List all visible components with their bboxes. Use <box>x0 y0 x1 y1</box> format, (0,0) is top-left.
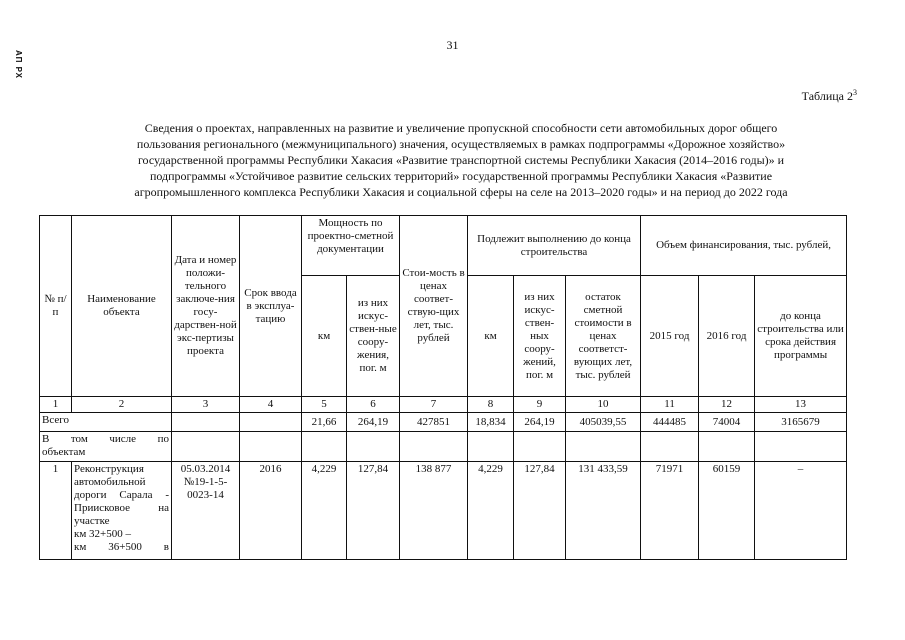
date-line: 05.03.2014 <box>180 463 231 475</box>
total-art: 264,19 <box>347 413 400 432</box>
empty-cell <box>699 432 755 462</box>
empty-cell <box>566 432 641 462</box>
total-term-cell <box>240 413 302 432</box>
name-line: км 32+500 – <box>74 528 132 540</box>
row-num: 1 <box>40 462 72 560</box>
column-number: 1 <box>40 397 72 413</box>
total-cost: 427851 <box>400 413 468 432</box>
subsection-line <box>42 433 169 446</box>
table-row <box>40 462 847 560</box>
header-fin-2015: 2015 год <box>641 276 699 397</box>
total-todo-rest: 405039,55 <box>566 413 641 432</box>
table-label <box>802 88 857 104</box>
header-num: № п/п <box>40 216 72 397</box>
header-financing: Объем финансирования, тыс. рублей, <box>641 216 847 276</box>
row-name <box>72 462 172 560</box>
table-label-text: Таблица 2 <box>801 89 853 103</box>
row-cost: 138 877 <box>400 462 468 560</box>
row-fin-2016: 60159 <box>699 462 755 560</box>
page-number: 31 <box>446 38 459 52</box>
column-number: 4 <box>240 397 302 413</box>
total-row <box>40 413 847 432</box>
name-line: дороги Сарала - <box>74 489 169 501</box>
header-todo-km: км <box>468 276 514 397</box>
side-stamp-text: АП РХ <box>13 49 23 79</box>
empty-cell <box>755 432 847 462</box>
header-cap-art: из них искус-ствен-ные соору-жения, пог. м <box>347 276 400 397</box>
subsection-line: объектам <box>42 446 86 458</box>
document-heading <box>56 120 866 200</box>
row-km: 4,229 <box>302 462 347 560</box>
total-fin-end: 3165679 <box>755 413 847 432</box>
empty-cell <box>347 432 400 462</box>
row-fin-2015: 71971 <box>641 462 699 560</box>
heading-line: Сведения о проектах, направленных на развитие и увеличение пропускной способности сети автомобильных дорог общего <box>144 121 778 135</box>
total-label: Всего <box>40 413 172 432</box>
column-number: 3 <box>172 397 240 413</box>
header-todo-rest: остаток сметной стоимости в ценах соответст-вующих лет, тыс. рублей <box>566 276 641 397</box>
name-line: участке <box>74 515 110 527</box>
heading-line: агропромышленного комплекса Республики Хакасия и социальной сферы на селе на 2013–2020 годы» и на период до 2022 года <box>134 185 788 199</box>
row-todo-art: 127,84 <box>514 462 566 560</box>
empty-cell <box>240 432 302 462</box>
total-fin-2015: 444485 <box>641 413 699 432</box>
projects-table <box>39 215 847 560</box>
name-line: Приисковое на <box>74 502 169 514</box>
empty-cell <box>302 432 347 462</box>
header-todo-art: из них искус-ствен-ных соору-жений, пог. м <box>514 276 566 397</box>
column-number-row <box>40 397 847 413</box>
header-fin-2016: 2016 год <box>699 276 755 397</box>
header-cost: Стои-мость в ценах соответ-ствую-щих лет, тыс. рублей <box>400 216 468 397</box>
side-stamp <box>10 46 26 82</box>
column-number: 10 <box>566 397 641 413</box>
column-number: 2 <box>72 397 172 413</box>
heading-line: пользования регионального (межмуниципального) значения, осуществляемых в рамках подпрограммы «Дорожное хозяйство» <box>136 137 786 151</box>
date-line: 0023-14 <box>187 489 224 501</box>
subsection-word: том <box>70 433 88 445</box>
row-art: 127,84 <box>347 462 400 560</box>
column-number: 11 <box>641 397 699 413</box>
subsection-row <box>40 432 847 462</box>
subsection-label <box>40 432 172 462</box>
row-fin-end: – <box>755 462 847 560</box>
total-fin-2016: 74004 <box>699 413 755 432</box>
name-line: км 36+500 в <box>74 541 169 553</box>
total-todo-art: 264,19 <box>514 413 566 432</box>
date-line: №19-1-5- <box>183 476 228 488</box>
heading-line: государственной программы Республики Хакасия «Развитие транспортной системы Республики Хакасия (2014–2016 годы)» и <box>137 153 785 167</box>
row-todo-km: 4,229 <box>468 462 514 560</box>
row-term: 2016 <box>240 462 302 560</box>
empty-cell <box>514 432 566 462</box>
empty-cell <box>468 432 514 462</box>
subsection-word: В <box>42 433 50 445</box>
name-line: автомобильной <box>74 476 146 488</box>
header-todo: Подлежит выполнению до конца строительства <box>468 216 641 276</box>
subsection-word: по <box>157 433 169 445</box>
header-capacity: Мощность по проектно-сметной документации <box>302 216 400 276</box>
heading-line: подпрограммы «Устойчивое развитие сельских территорий» государственной программы Республики Хакасия «Развитие <box>149 169 773 183</box>
header-cap-km: км <box>302 276 347 397</box>
empty-cell <box>641 432 699 462</box>
header-term: Срок ввода в эксплуа-тацию <box>240 216 302 397</box>
header-fin-end: до конца строительства или срока действия программы <box>755 276 847 397</box>
row-todo-rest: 131 433,59 <box>566 462 641 560</box>
header-name: Наименование объекта <box>72 216 172 397</box>
row-date <box>172 462 240 560</box>
total-km: 21,66 <box>302 413 347 432</box>
column-number: 8 <box>468 397 514 413</box>
header-date: Дата и номер положи-тельного заключе-ния госу-дарствен-ной экс-пертизы проекта <box>172 216 240 397</box>
empty-cell <box>172 432 240 462</box>
name-line: Реконструкция <box>74 463 144 475</box>
column-number: 5 <box>302 397 347 413</box>
column-number: 12 <box>699 397 755 413</box>
column-number: 7 <box>400 397 468 413</box>
total-date-cell <box>172 413 240 432</box>
header-row <box>40 216 847 276</box>
column-number: 13 <box>755 397 847 413</box>
table-label-sup: 3 <box>853 88 857 97</box>
subsection-word: числе <box>109 433 137 445</box>
empty-cell <box>400 432 468 462</box>
total-todo-km: 18,834 <box>468 413 514 432</box>
column-number: 6 <box>347 397 400 413</box>
column-number: 9 <box>514 397 566 413</box>
